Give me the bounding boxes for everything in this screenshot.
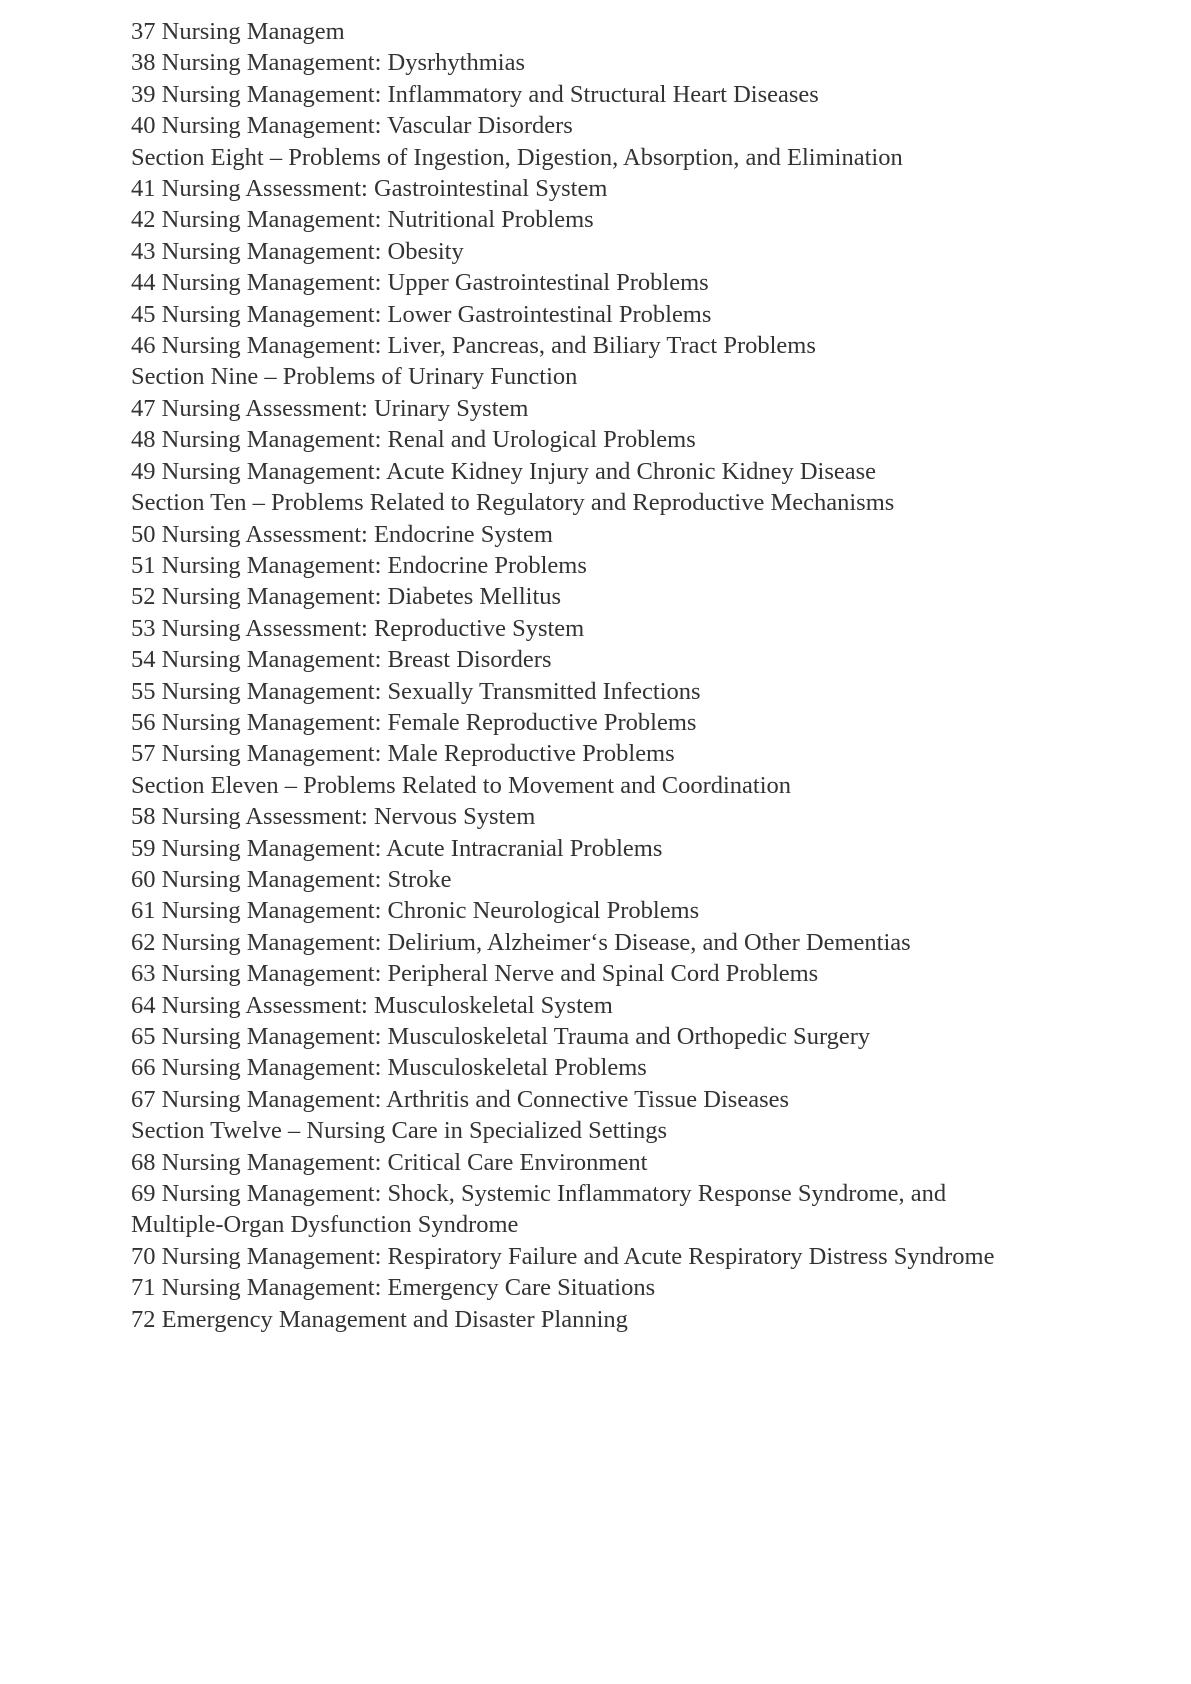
toc-entry: 67 Nursing Management: Arthritis and Connective Tissue Diseases — [131, 1085, 790, 1113]
toc-entry: 64 Nursing Assessment: Musculoskeletal System — [131, 991, 613, 1019]
toc-entry: 45 Nursing Management: Lower Gastrointestinal Problems — [131, 300, 712, 328]
table-of-contents — [131, 16, 1131, 1335]
toc-entry: 49 Nursing Management: Acute Kidney Injury and Chronic Kidney Disease — [131, 457, 877, 485]
toc-section-heading: Section Eleven – Problems Related to Movement and Coordination — [131, 771, 792, 799]
toc-entry: 55 Nursing Management: Sexually Transmitted Infections — [131, 677, 701, 705]
toc-entry: 52 Nursing Management: Diabetes Mellitus — [131, 583, 562, 611]
toc-entry: 69 Nursing Management: Shock, Systemic Inflammatory Response Syndrome, and — [131, 1180, 947, 1208]
toc-entry: 63 Nursing Management: Peripheral Nerve and Spinal Cord Problems — [131, 960, 819, 988]
toc-entry: 66 Nursing Management: Musculoskeletal Problems — [131, 1054, 647, 1082]
toc-entry: 38 Nursing Management: Dysrhythmias — [131, 49, 525, 77]
toc-entry: 62 Nursing Management: Delirium, Alzheimer‘s Disease, and Other Dementias — [131, 928, 911, 956]
toc-entry: 47 Nursing Assessment: Urinary System — [131, 394, 529, 422]
toc-entry: 44 Nursing Management: Upper Gastrointestinal Problems — [131, 269, 709, 297]
toc-entry: 40 Nursing Management: Vascular Disorders — [131, 112, 573, 140]
toc-entry: 39 Nursing Management: Inflammatory and Structural Heart Diseases — [131, 80, 819, 108]
toc-entry: 41 Nursing Assessment: Gastrointestinal System — [131, 175, 608, 203]
toc-section-heading: Section Eight – Problems of Ingestion, Digestion, Absorption, and Elimination — [131, 143, 903, 171]
toc-entry: 65 Nursing Management: Musculoskeletal Trauma and Orthopedic Surgery — [131, 1023, 871, 1050]
toc-entry: 46 Nursing Management: Liver, Pancreas, and Biliary Tract Problems — [131, 332, 816, 360]
toc-entry: 53 Nursing Assessment: Reproductive System — [131, 614, 585, 642]
toc-entry: 72 Emergency Management and Disaster Planning — [131, 1305, 628, 1333]
toc-entry: 51 Nursing Management: Endocrine Problems — [131, 551, 587, 579]
toc-entry: 68 Nursing Management: Critical Care Environment — [131, 1148, 648, 1176]
toc-entry: 59 Nursing Management: Acute Intracranial Problems — [131, 834, 663, 862]
toc-entry: 56 Nursing Management: Female Reproductive Problems — [131, 708, 697, 736]
toc-entry: 57 Nursing Management: Male Reproductive Problems — [131, 740, 675, 768]
toc-entry: 48 Nursing Management: Renal and Urological Problems — [131, 426, 696, 454]
toc-entry: 70 Nursing Management: Respiratory Failure and Acute Respiratory Distress Syndrome — [131, 1242, 995, 1270]
toc-section-heading: Section Twelve – Nursing Care in Specialized Settings — [131, 1117, 668, 1145]
toc-entry: 71 Nursing Management: Emergency Care Situations — [131, 1274, 656, 1302]
toc-section-heading: Section Nine – Problems of Urinary Function — [131, 363, 578, 391]
toc-entry: 54 Nursing Management: Breast Disorders — [131, 646, 552, 674]
toc-section-heading: Section Ten – Problems Related to Regulatory and Reproductive Mechanisms — [131, 489, 895, 517]
toc-entry: 58 Nursing Assessment: Nervous System — [131, 803, 536, 831]
toc-entry: 50 Nursing Assessment: Endocrine System — [131, 520, 553, 548]
toc-entry: 43 Nursing Management: Obesity — [131, 237, 464, 265]
toc-entry: Multiple-Organ Dysfunction Syndrome — [131, 1211, 519, 1239]
toc-entry: 42 Nursing Management: Nutritional Problems — [131, 206, 594, 234]
toc-entry: 60 Nursing Management: Stroke — [131, 865, 452, 893]
toc-entry: 37 Nursing Managem — [131, 18, 345, 45]
toc-entry: 61 Nursing Management: Chronic Neurological Problems — [131, 897, 700, 925]
